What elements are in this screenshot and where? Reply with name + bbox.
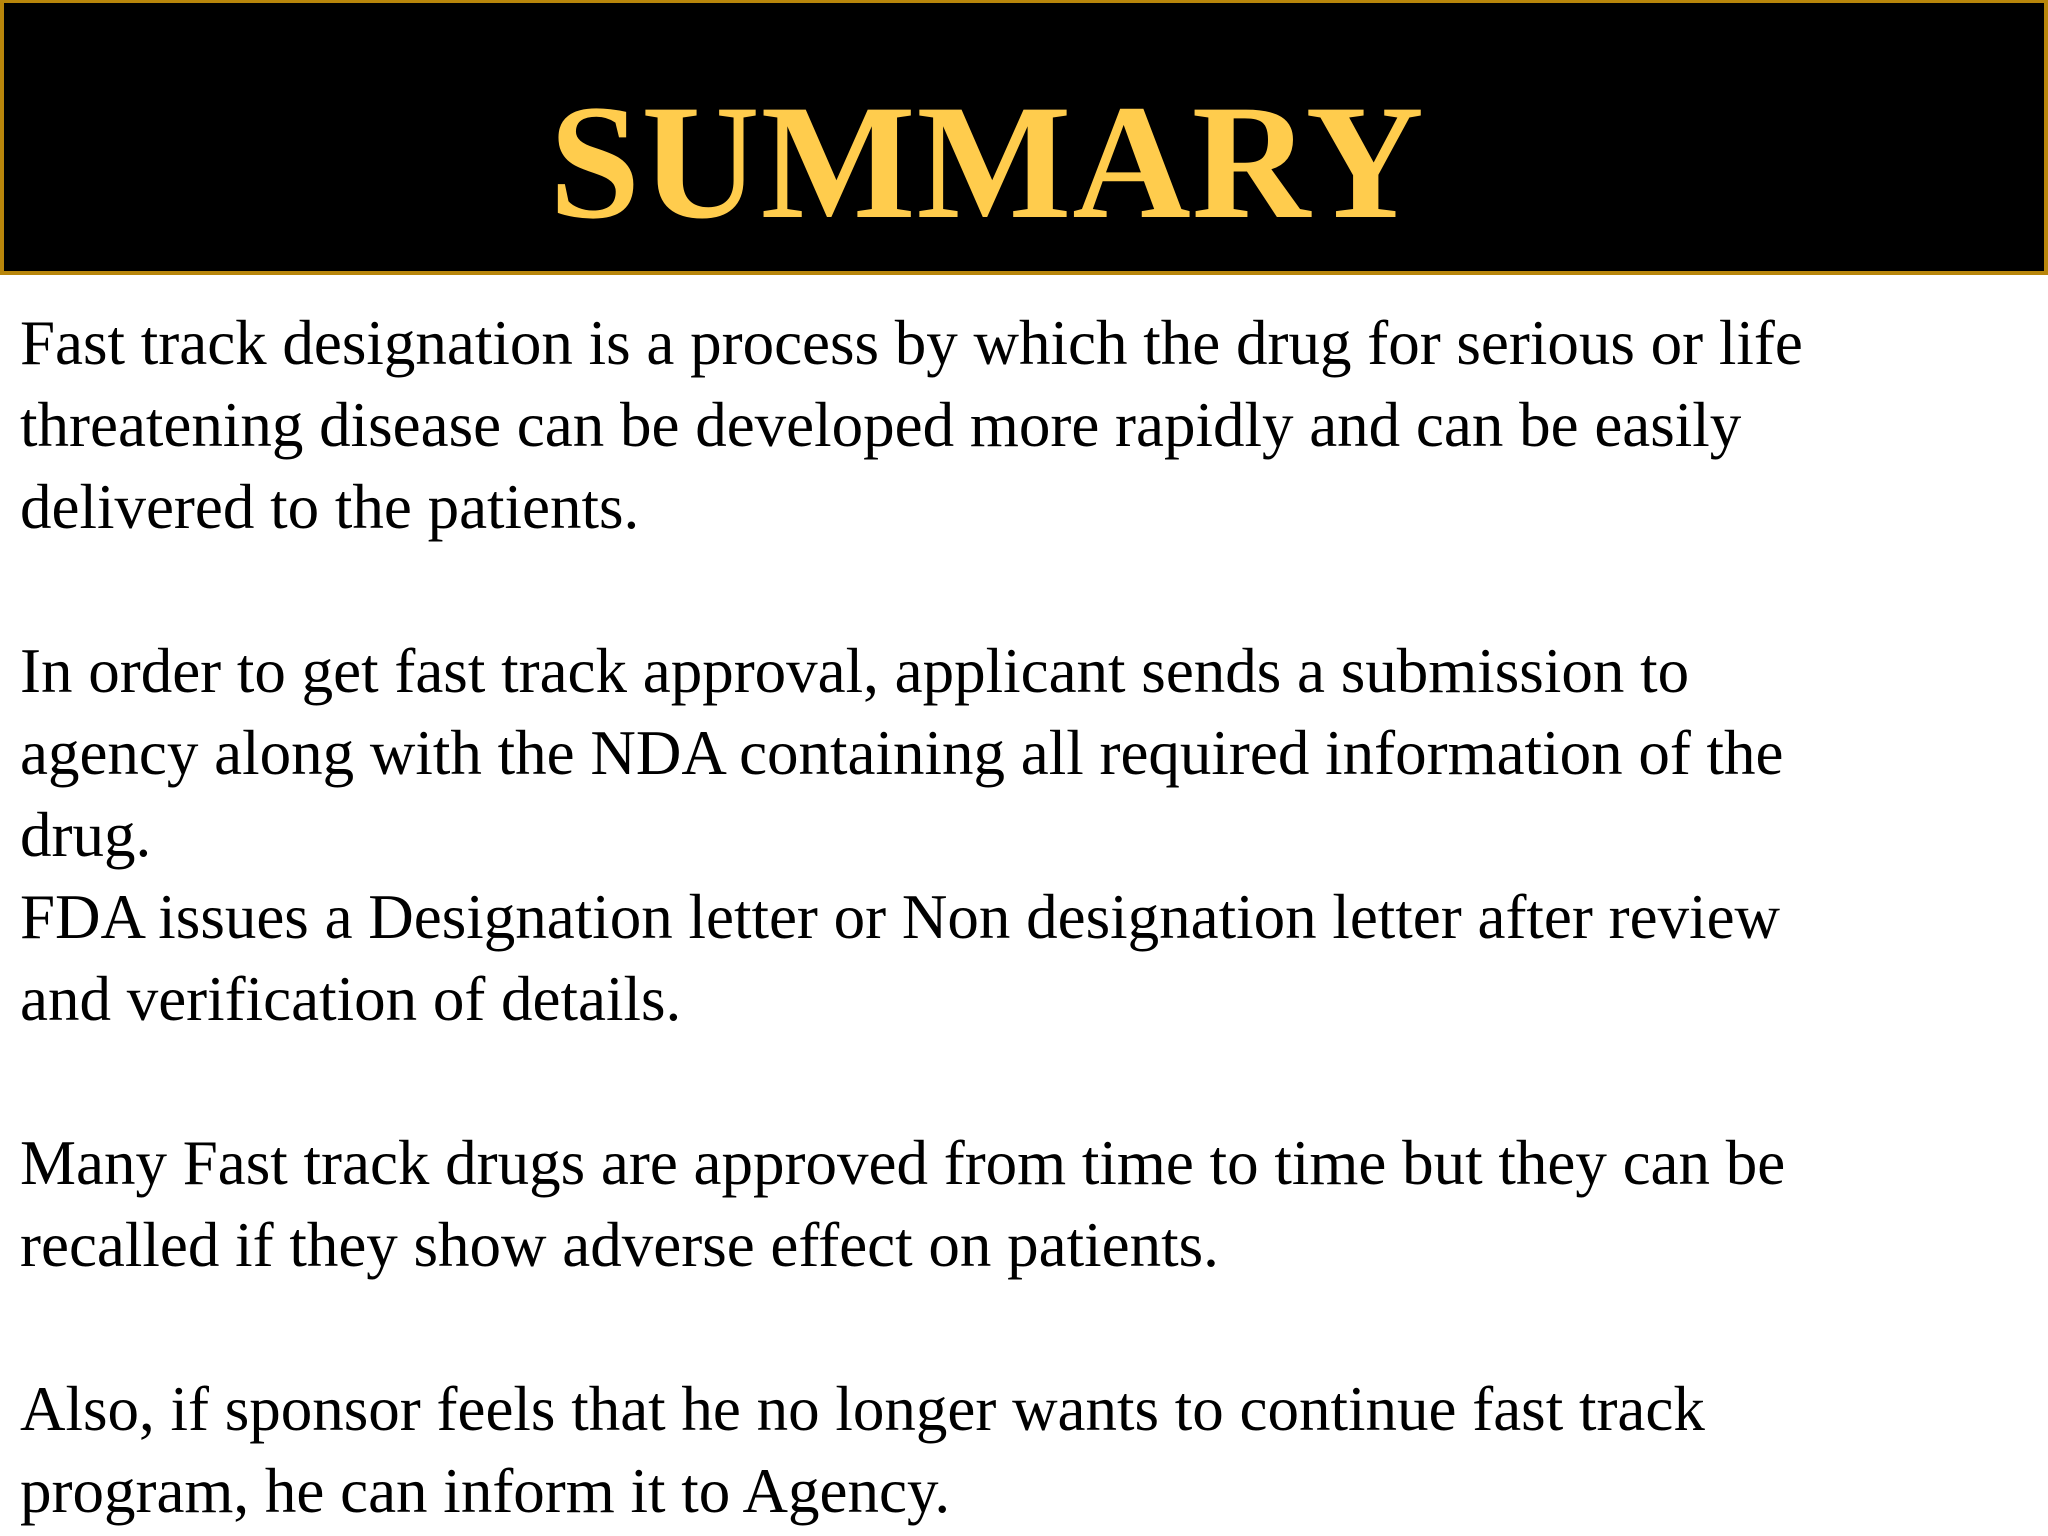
paragraph-fda-letter: FDA issues a Designation letter or Non designation letter after review and verification of details. <box>20 882 1781 1034</box>
paragraph-gap <box>20 548 2020 630</box>
paragraph-fast-track-definition: Fast track designation is a process by which the drug for serious or life threatening disease can be developed more rapidly and can be easily delivered to the patients. <box>20 308 1803 542</box>
slide-title: SUMMARY <box>549 72 1425 253</box>
paragraph-sponsor-withdrawal: Also, if sponsor feels that he no longer wants to continue fast track program, he can inform it to Agency. <box>20 1374 1705 1526</box>
paragraph-recall: Many Fast track drugs are approved from time to time but they can be recalled if they show adverse effect on patients. <box>20 1128 1786 1280</box>
paragraph-gap <box>20 1040 2020 1122</box>
paragraph-approval-submission: In order to get fast track approval, applicant sends a submission to agency along with the NDA containing all required information of the drug. <box>20 636 1784 870</box>
slide-body <box>20 302 2020 1532</box>
title-bar <box>0 0 2048 275</box>
paragraph-gap <box>20 1286 2020 1368</box>
